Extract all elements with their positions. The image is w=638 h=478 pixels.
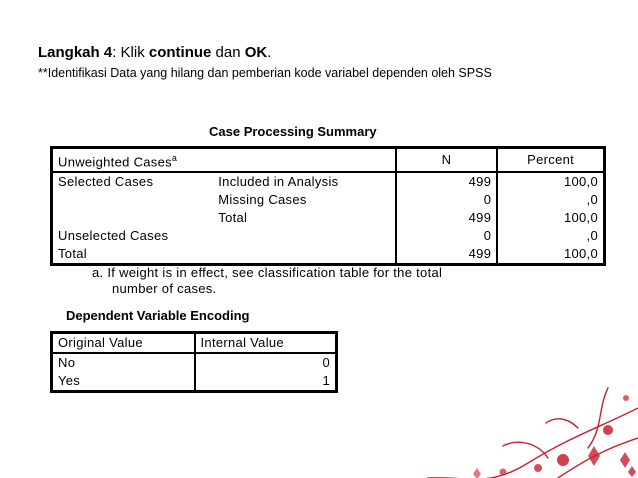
row-n: 499 [396,209,497,227]
slide-heading [38,44,271,62]
row-group: Total [58,246,87,262]
internal-value: 1 [195,372,337,392]
case-processing-table [50,146,606,266]
heading-text-3: . [267,44,272,61]
heading-text-2: dan [211,44,245,61]
row-sub: Included in Analysis [218,174,339,190]
table-footnote [92,265,442,297]
dependent-encoding-table [50,331,338,393]
row-group: Selected Cases [58,174,154,190]
table-row [52,191,605,209]
row-percent: 100,0 [497,245,604,265]
row-n: 0 [396,227,497,245]
table-row [52,372,337,392]
row-group [52,209,214,227]
table-row [52,353,337,372]
n-header: N [396,148,497,173]
ok-keyword: OK [244,44,268,61]
floral-decoration [308,368,638,478]
row-percent: 100,0 [497,209,604,227]
original-value: Yes [58,373,81,388]
heading-text-1: : Klik [112,44,149,61]
row-sub: Missing Cases [218,192,307,208]
row-percent: 100,0 [497,172,604,191]
table-row [52,245,605,265]
continue-keyword: continue [148,44,212,61]
internal-value-header: Internal Value [195,333,337,354]
row-group: Unselected Cases [58,228,169,244]
case-processing-title: Case Processing Summary [209,124,377,139]
table-row [52,172,605,191]
row-sub: Total [218,210,248,226]
row-percent: ,0 [497,191,604,209]
original-value-header: Original Value [52,333,195,354]
footnote-line: a. If weight is in effect, see classification table for the total [92,265,443,280]
step-label: Langkah 4 [38,44,113,61]
table-row [52,227,605,245]
row-percent: ,0 [497,227,604,245]
dependent-encoding-title: Dependent Variable Encoding [66,308,250,323]
row-n: 499 [396,245,497,265]
unweighted-cases-header: Unweighted Cases$^a$ [52,148,396,173]
row-group [52,191,214,209]
original-value: No [58,355,76,370]
row-n: 0 [396,191,497,209]
percent-header: Percent [497,148,604,173]
table-header-row [52,333,337,354]
footnote-marker: a [171,153,178,163]
slide-subheading: **Identifikasi Data yang hilang dan pemberian kode variabel dependen oleh SPSS [38,66,492,80]
table-row [52,209,605,227]
internal-value: 0 [195,353,337,372]
row-n: 499 [396,172,497,191]
footnote-line: number of cases. [112,281,217,296]
table-header-row [52,148,605,173]
